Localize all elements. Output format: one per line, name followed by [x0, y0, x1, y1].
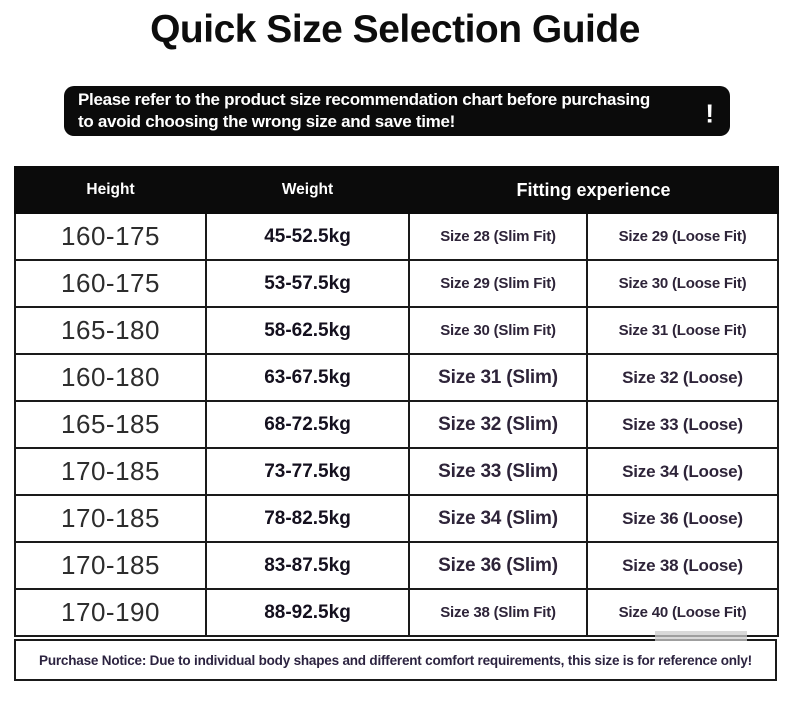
cell-loose-fit: Size 34 (Loose): [587, 448, 778, 495]
cell-height: 165-185: [15, 401, 206, 448]
cell-height: 170-190: [15, 589, 206, 636]
cell-weight: 58-62.5kg: [206, 307, 409, 354]
cell-slim-fit: Size 30 (Slim Fit): [409, 307, 587, 354]
cell-loose-fit: Size 29 (Loose Fit): [587, 213, 778, 260]
cell-height: 170-185: [15, 542, 206, 589]
cell-weight: 83-87.5kg: [206, 542, 409, 589]
cell-height: 165-180: [15, 307, 206, 354]
cell-loose-fit: Size 30 (Loose Fit): [587, 260, 778, 307]
cell-weight: 45-52.5kg: [206, 213, 409, 260]
cell-height: 170-185: [15, 448, 206, 495]
purchase-notice-text: Purchase Notice: Due to individual body shapes and different comfort requirements, this size is for reference only!: [39, 652, 752, 668]
cell-height: 160-180: [15, 354, 206, 401]
notice-banner: [64, 86, 730, 136]
table-row: [15, 307, 778, 354]
cell-slim-fit: Size 31 (Slim): [409, 354, 587, 401]
cell-loose-fit: Size 40 (Loose Fit): [587, 589, 778, 636]
watermark-smudge: [655, 631, 747, 641]
cell-loose-fit: Size 36 (Loose): [587, 495, 778, 542]
purchase-notice: [14, 639, 777, 681]
banner-line-2: to avoid choosing the wrong size and save time!: [78, 112, 455, 131]
table-row: [15, 401, 778, 448]
table-row: [15, 213, 778, 260]
banner-text: [64, 89, 696, 133]
cell-slim-fit: Size 28 (Slim Fit): [409, 213, 587, 260]
table-row: [15, 542, 778, 589]
table-row: [15, 448, 778, 495]
header-fitting-experience: Fitting experience: [409, 167, 778, 213]
cell-height: 160-175: [15, 213, 206, 260]
cell-slim-fit: Size 33 (Slim): [409, 448, 587, 495]
header-weight: Weight: [206, 167, 409, 213]
cell-weight: 88-92.5kg: [206, 589, 409, 636]
cell-weight: 53-57.5kg: [206, 260, 409, 307]
table-row: [15, 495, 778, 542]
cell-height: 160-175: [15, 260, 206, 307]
cell-loose-fit: Size 31 (Loose Fit): [587, 307, 778, 354]
cell-slim-fit: Size 29 (Slim Fit): [409, 260, 587, 307]
cell-slim-fit: Size 34 (Slim): [409, 495, 587, 542]
exclamation-icon: !: [705, 98, 714, 129]
header-height: Height: [15, 167, 206, 213]
size-table: [14, 166, 779, 637]
banner-line-1: Please refer to the product size recommendation chart before purchasing: [78, 90, 650, 110]
cell-weight: 78-82.5kg: [206, 495, 409, 542]
cell-loose-fit: Size 38 (Loose): [587, 542, 778, 589]
cell-slim-fit: Size 38 (Slim Fit): [409, 589, 587, 636]
cell-slim-fit: Size 32 (Slim): [409, 401, 587, 448]
cell-height: 170-185: [15, 495, 206, 542]
table-row: [15, 260, 778, 307]
cell-loose-fit: Size 33 (Loose): [587, 401, 778, 448]
table-row: [15, 354, 778, 401]
cell-weight: 68-72.5kg: [206, 401, 409, 448]
cell-slim-fit: Size 36 (Slim): [409, 542, 587, 589]
page-title: Quick Size Selection Guide: [150, 8, 640, 51]
cell-weight: 73-77.5kg: [206, 448, 409, 495]
table-header-row: [15, 167, 778, 213]
table-row: [15, 589, 778, 636]
cell-weight: 63-67.5kg: [206, 354, 409, 401]
cell-loose-fit: Size 32 (Loose): [587, 354, 778, 401]
